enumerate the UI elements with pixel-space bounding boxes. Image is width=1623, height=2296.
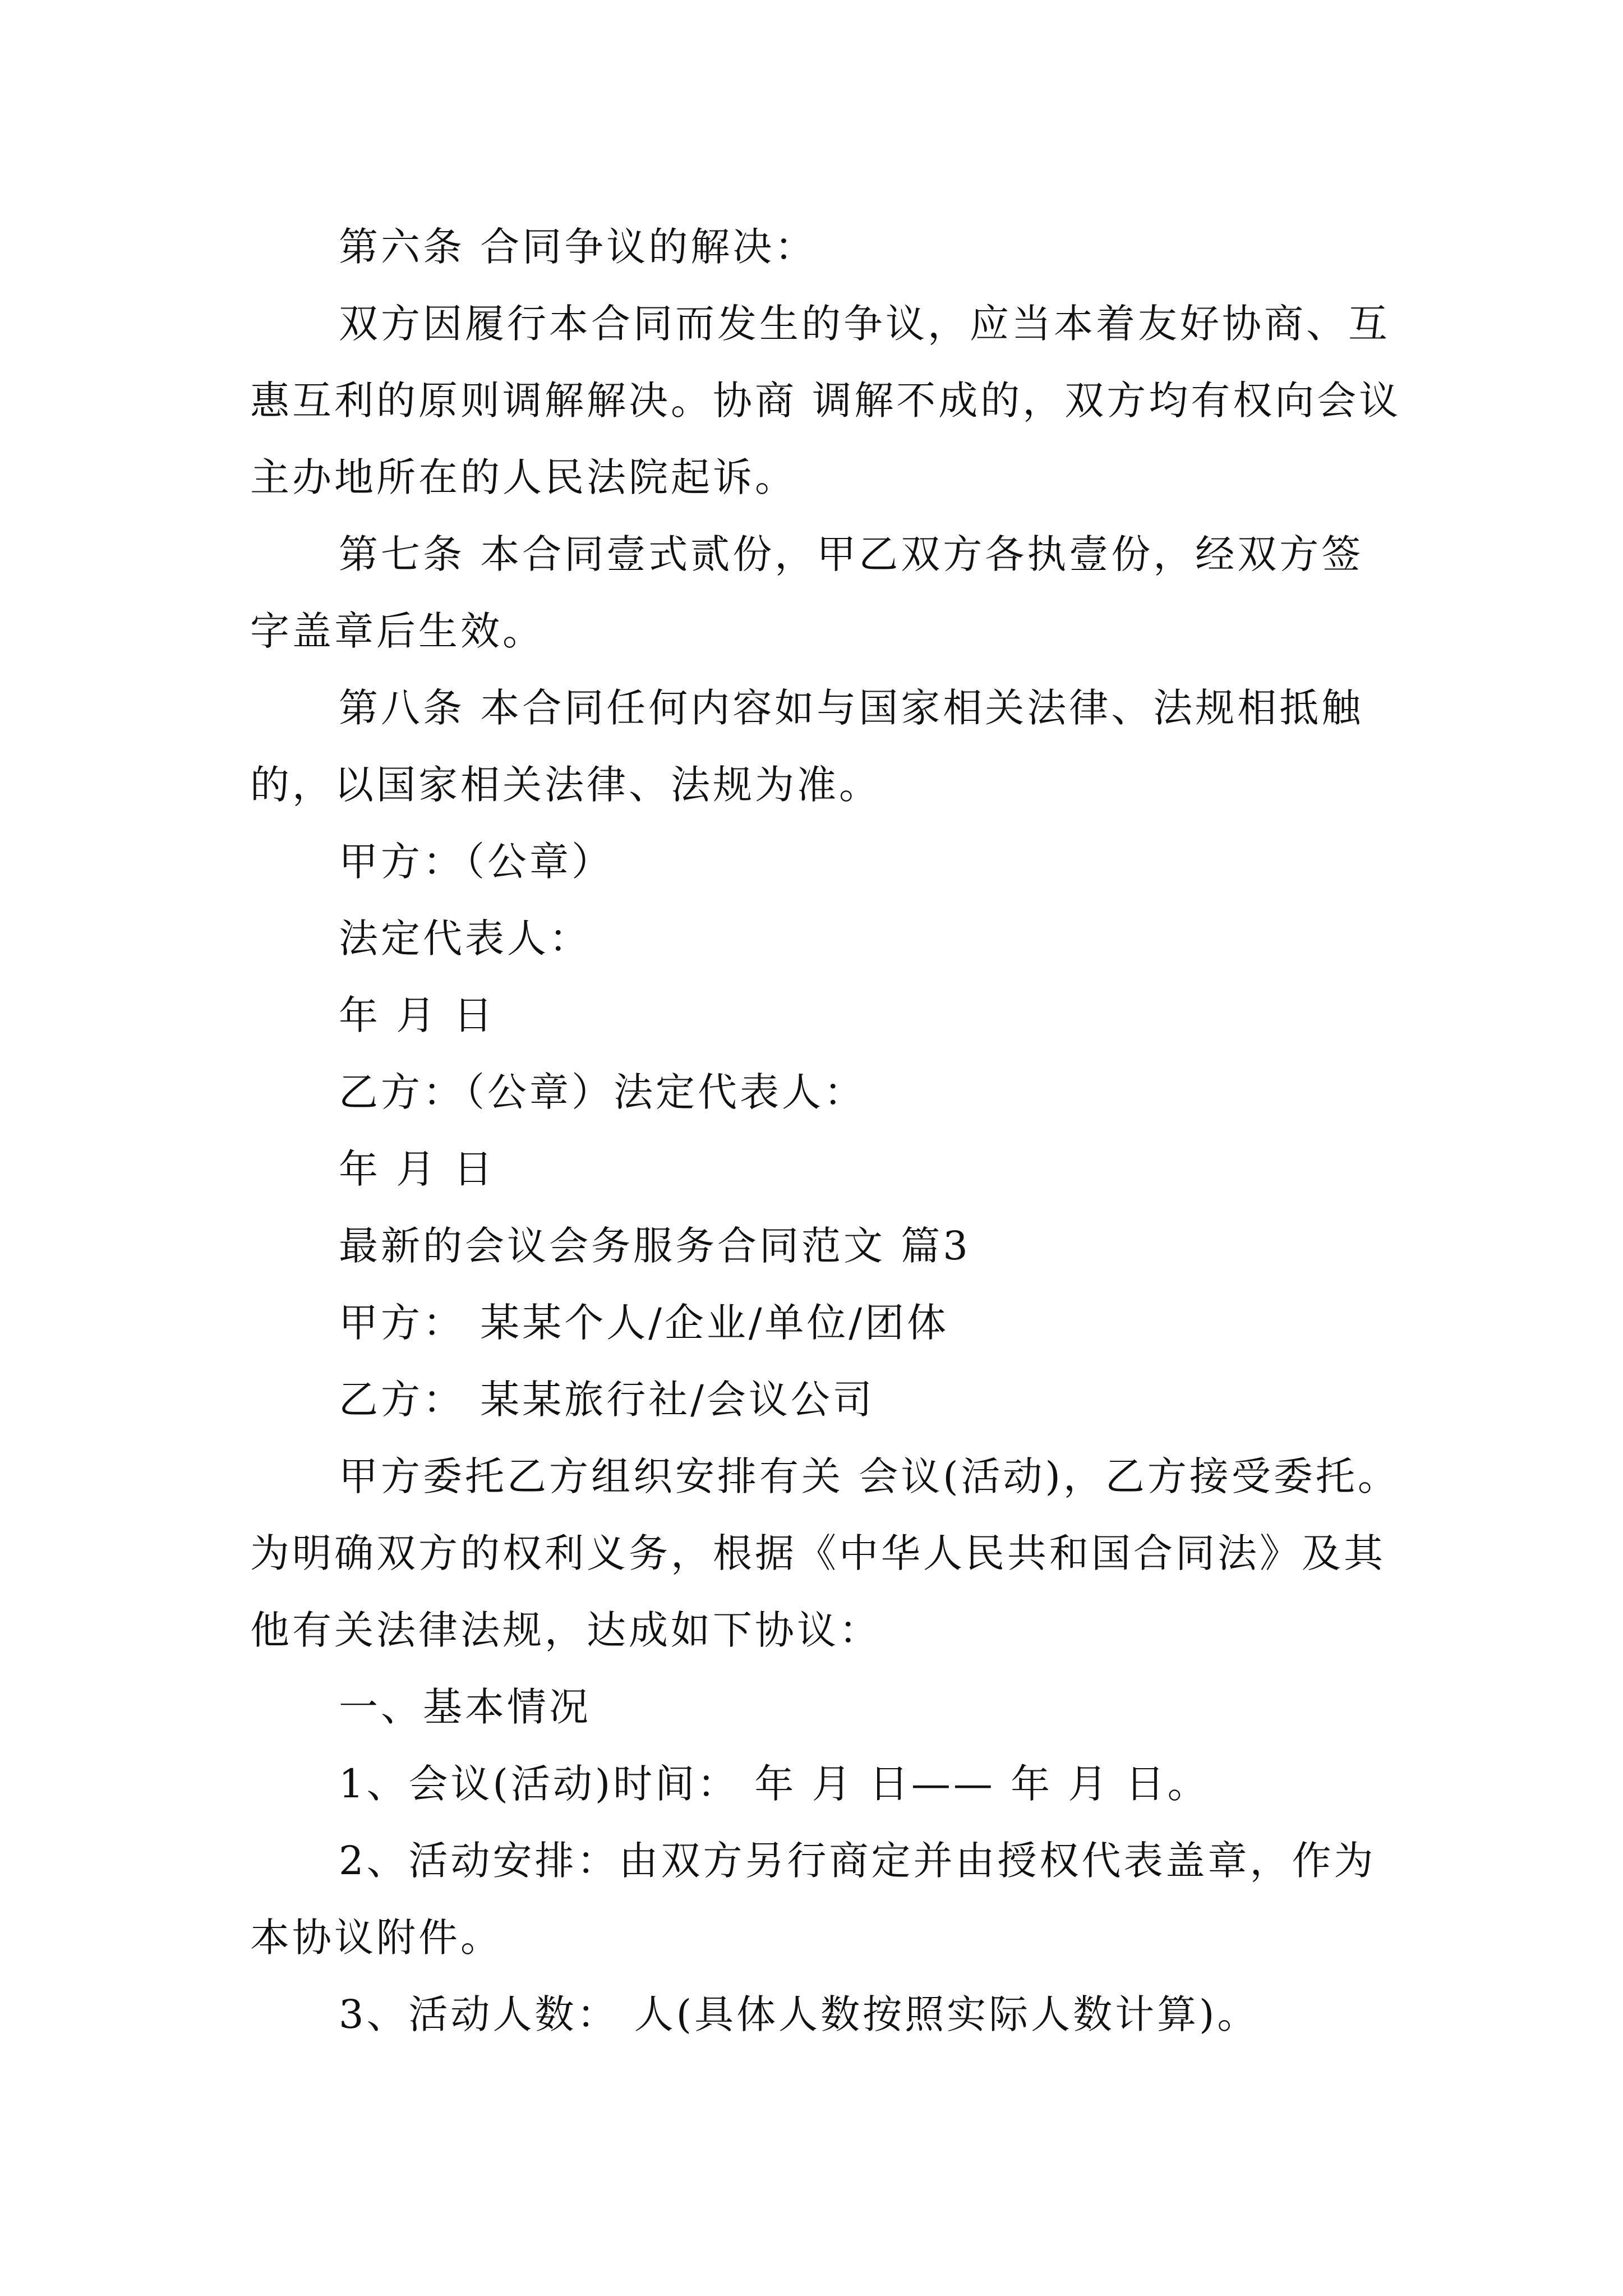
section-title: 最新的会议会务服务合同范文 篇3	[339, 1223, 971, 1269]
item-3-attendance: 3、活动人数： 人(具体人数按照实际人数计算)。	[339, 1991, 1260, 2037]
item-1-time: 1、会议(活动)时间： 年 月 日—— 年 月 日。	[339, 1761, 1210, 1807]
party-b-date: 年 月 日	[339, 1146, 496, 1192]
entrustment-clause: 甲方委托乙方组织安排有关 会议(活动)，乙方接受委托。为明确双方的权利义务，根据《中华人民共和国合同法》及其他有关法律法规，达成如下协议：	[250, 1453, 1400, 1653]
article-6-heading: 第六条 合同争议的解决：	[339, 224, 817, 270]
basic-info-heading: 一、基本情况	[339, 1684, 591, 1730]
party-b-seal-representative: 乙方：（公章）法定代表人：	[339, 1069, 866, 1115]
party-a-date: 年 月 日	[339, 992, 496, 1038]
item-2-arrangement: 2、活动安排：由双方另行商定并由授权代表盖章，作为本协议附件。	[250, 1838, 1376, 1961]
party-b-name: 乙方： 某某旅行社/会议公司	[339, 1377, 875, 1423]
party-a-seal: 甲方：（公章）	[339, 839, 614, 885]
party-a-representative: 法定代表人：	[339, 915, 591, 961]
party-a-name: 甲方： 某某个人/企业/单位/团体	[339, 1300, 949, 1346]
article-7: 第七条 本合同壹式贰份，甲乙双方各执壹份，经双方签字盖章后生效。	[250, 531, 1364, 654]
article-8: 第八条 本合同任何内容如与国家相关法律、法规相抵触的，以国家相关法律、法规为准。	[250, 685, 1364, 808]
article-6-body: 双方因履行本合同而发生的争议，应当本着友好协商、互惠互利的原则调解解决。协商 调解不成的，双方均有权向会议主办地所在的人民法院起诉。	[250, 301, 1401, 500]
